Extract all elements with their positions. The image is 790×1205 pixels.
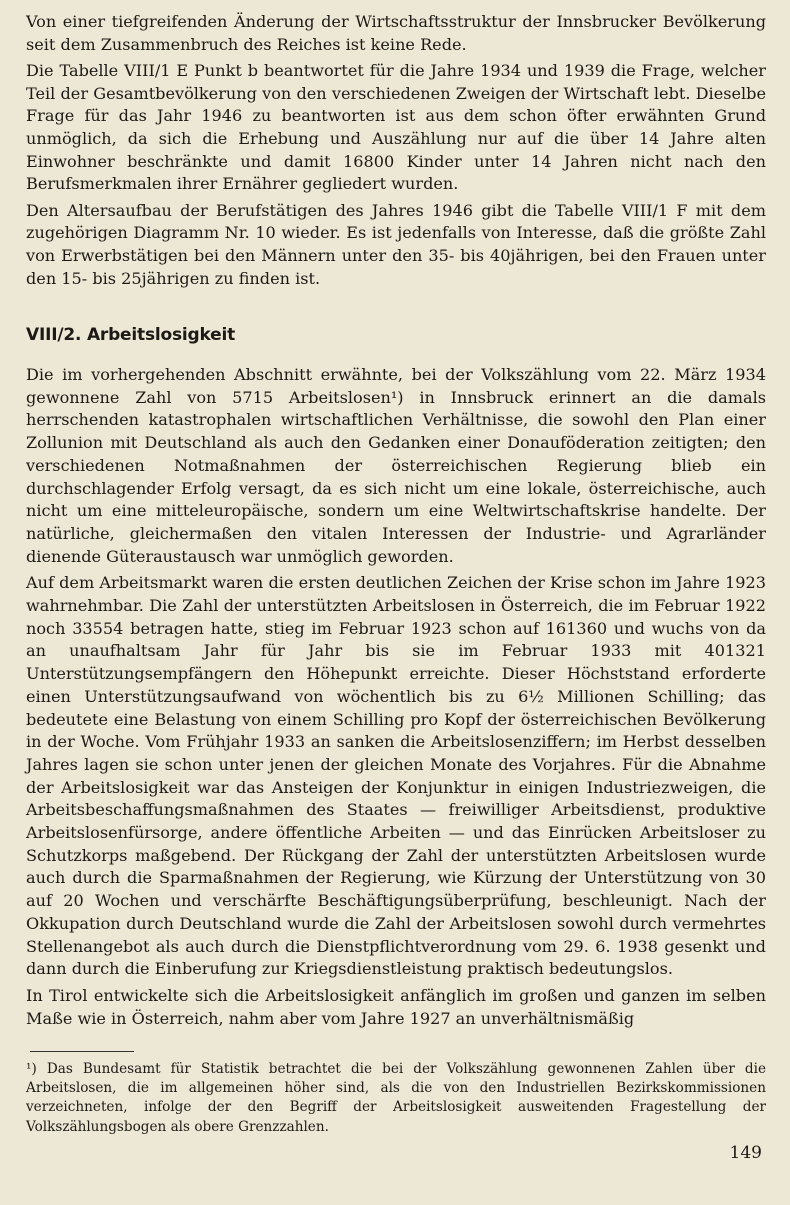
- paragraph-2: Die Tabelle VIII/1 E Punkt b beantwortet für die Jahre 1934 und 1939 die Frage, welcher Teil der Gesamtbevölkerung von den verschiedenen Zweigen der Wirtschaft lebt. Dieselbe Frage für das Jahr 1946 zu beantworten ist aus dem schon öfter erwähnten Grund unmöglich, da sich die Erhebung und Auszählung nur auf die über 14 Jahre alten Einwohner beschränkte und damit 16800 Kinder unter 14 Jahren nicht nach den Berufsmerkmalen ihrer Ernährer gegliedert wurden.: [26, 61, 766, 194]
- section-body: [26, 364, 766, 1030]
- footnote: ¹) Das Bundesamt für Statistik betrachtet die bei der Volkszählung gewonnenen Zahlen über die Arbeitslosen, die im allgemeinen höher sind, als die von den Industriellen Bezirkskommissionen verzeichneten, infolge der den Begriff der Arbeitslosigkeit ausweitenden Fragestellung der Volkszählungsbogen als obere Grenzzahlen.: [26, 1061, 766, 1135]
- section-paragraph-3: In Tirol entwickelte sich die Arbeitslosigkeit anfänglich im großen und ganzen im selben Maße wie in Österreich, nahm aber vom Jahre 1927 an unverhältnismäßig: [26, 985, 766, 1028]
- section-paragraph-1: Die im vorhergehenden Abschnitt erwähnte, bei der Volkszählung vom 22. März 1934 gewonnene Zahl von 5715 Arbeitslosen¹) in Innsbruck erinnert an die damals herrschenden katastrophalen wirtschaftlichen Verhältnisse, die sowohl den Plan einer Zollunion mit Deutschland als auch den Gedanken einer Donauföderation zeitigten; den verschiedenen Notmaßnahmen der österreichischen Regierung blieb ein durchschlagender Erfolg versagt, da es sich nicht um eine lokale, österreichische, auch nicht um eine mitteleuropäische, sondern um eine Weltwirtschaftskrise handelte. Der natürliche, gleichermaßen den vitalen Interessen der Industrie- und Agrarländer dienende Güteraustausch war unmöglich geworden.: [26, 365, 766, 566]
- section-heading: VIII/2. Arbeitslosigkeit: [26, 325, 236, 345]
- section-paragraph-2: Auf dem Arbeitsmarkt waren die ersten deutlichen Zeichen der Krise schon im Jahre 1923 wahrnehmbar. Die Zahl der unterstützten Arbeitslosen in Österreich, die im Februar 1922 noch 33554 betragen hatte, stieg im Februar 1923 schon auf 161360 und wuchs von da an unaufhaltsam Jahr für Jahr bis sie im Februar 1933 mit 401321 Unterstützungsempfängern den Höhepunkt erreichte. Dieser Höchststand erforderte einen Unterstützungsaufwand von wöchentlich bis zu 6½ Millionen Schilling; das bedeutete eine Belastung von einem Schilling pro Kopf der österreichischen Bevölkerung in der Woche. Vom Frühjahr 1933 an sanken die Arbeitslosenziffern; im Herbst desselben Jahres lagen sie schon unter jenen der gleichen Monate des Vorjahres. Für die Abnahme der Arbeitslosigkeit war das Ansteigen der Konjunktur in einigen Industriezweigen, die Arbeitsbeschaffungsmaßnahmen des Staates — freiwilliger Arbeitsdienst, produktive Arbeitslosenfürsorge, andere öffentliche Arbeiten — und das Einrücken Arbeitsloser zu Schutzkorps maßgebend. Der Rückgang der Zahl der unterstützten Arbeitslosen wurde auch durch die Sparmaßnahmen der Regierung, wie Kürzung der Unterstützung von 30 auf 20 Wochen und verschärfte Beschäftigungsüberprüfung, beschleunigt. Nach der Okkupation durch Deutschland wurde die Zahl der Arbeitslosen sowohl durch vermehrtes Stellenangebot als auch durch die Dienstpflichtverordnung vom 29. 6. 1938 gesenkt und dann durch die Einberufung zur Kriegsdienstleistung praktisch bedeutungslos.: [26, 573, 766, 979]
- footnote-divider: [30, 1051, 134, 1052]
- page-number: 149: [729, 1143, 762, 1163]
- intro-text: [26, 11, 766, 290]
- paragraph-3: Den Altersaufbau der Berufstätigen des Jahres 1946 gibt die Tabelle VIII/1 F mit dem zugehörigen Diagramm Nr. 10 wieder. Es ist jedenfalls von Interesse, daß die größte Zahl von Erwerbstätigen bei den Männern unter den 35- bis 40jährigen, bei den Frauen unter den 15- bis 25jährigen zu finden ist.: [26, 200, 766, 288]
- paragraph-1: Von einer tiefgreifenden Änderung der Wirtschaftsstruktur der Innsbrucker Bevölkerung seit dem Zusammenbruch des Reiches ist keine Rede.: [26, 12, 766, 54]
